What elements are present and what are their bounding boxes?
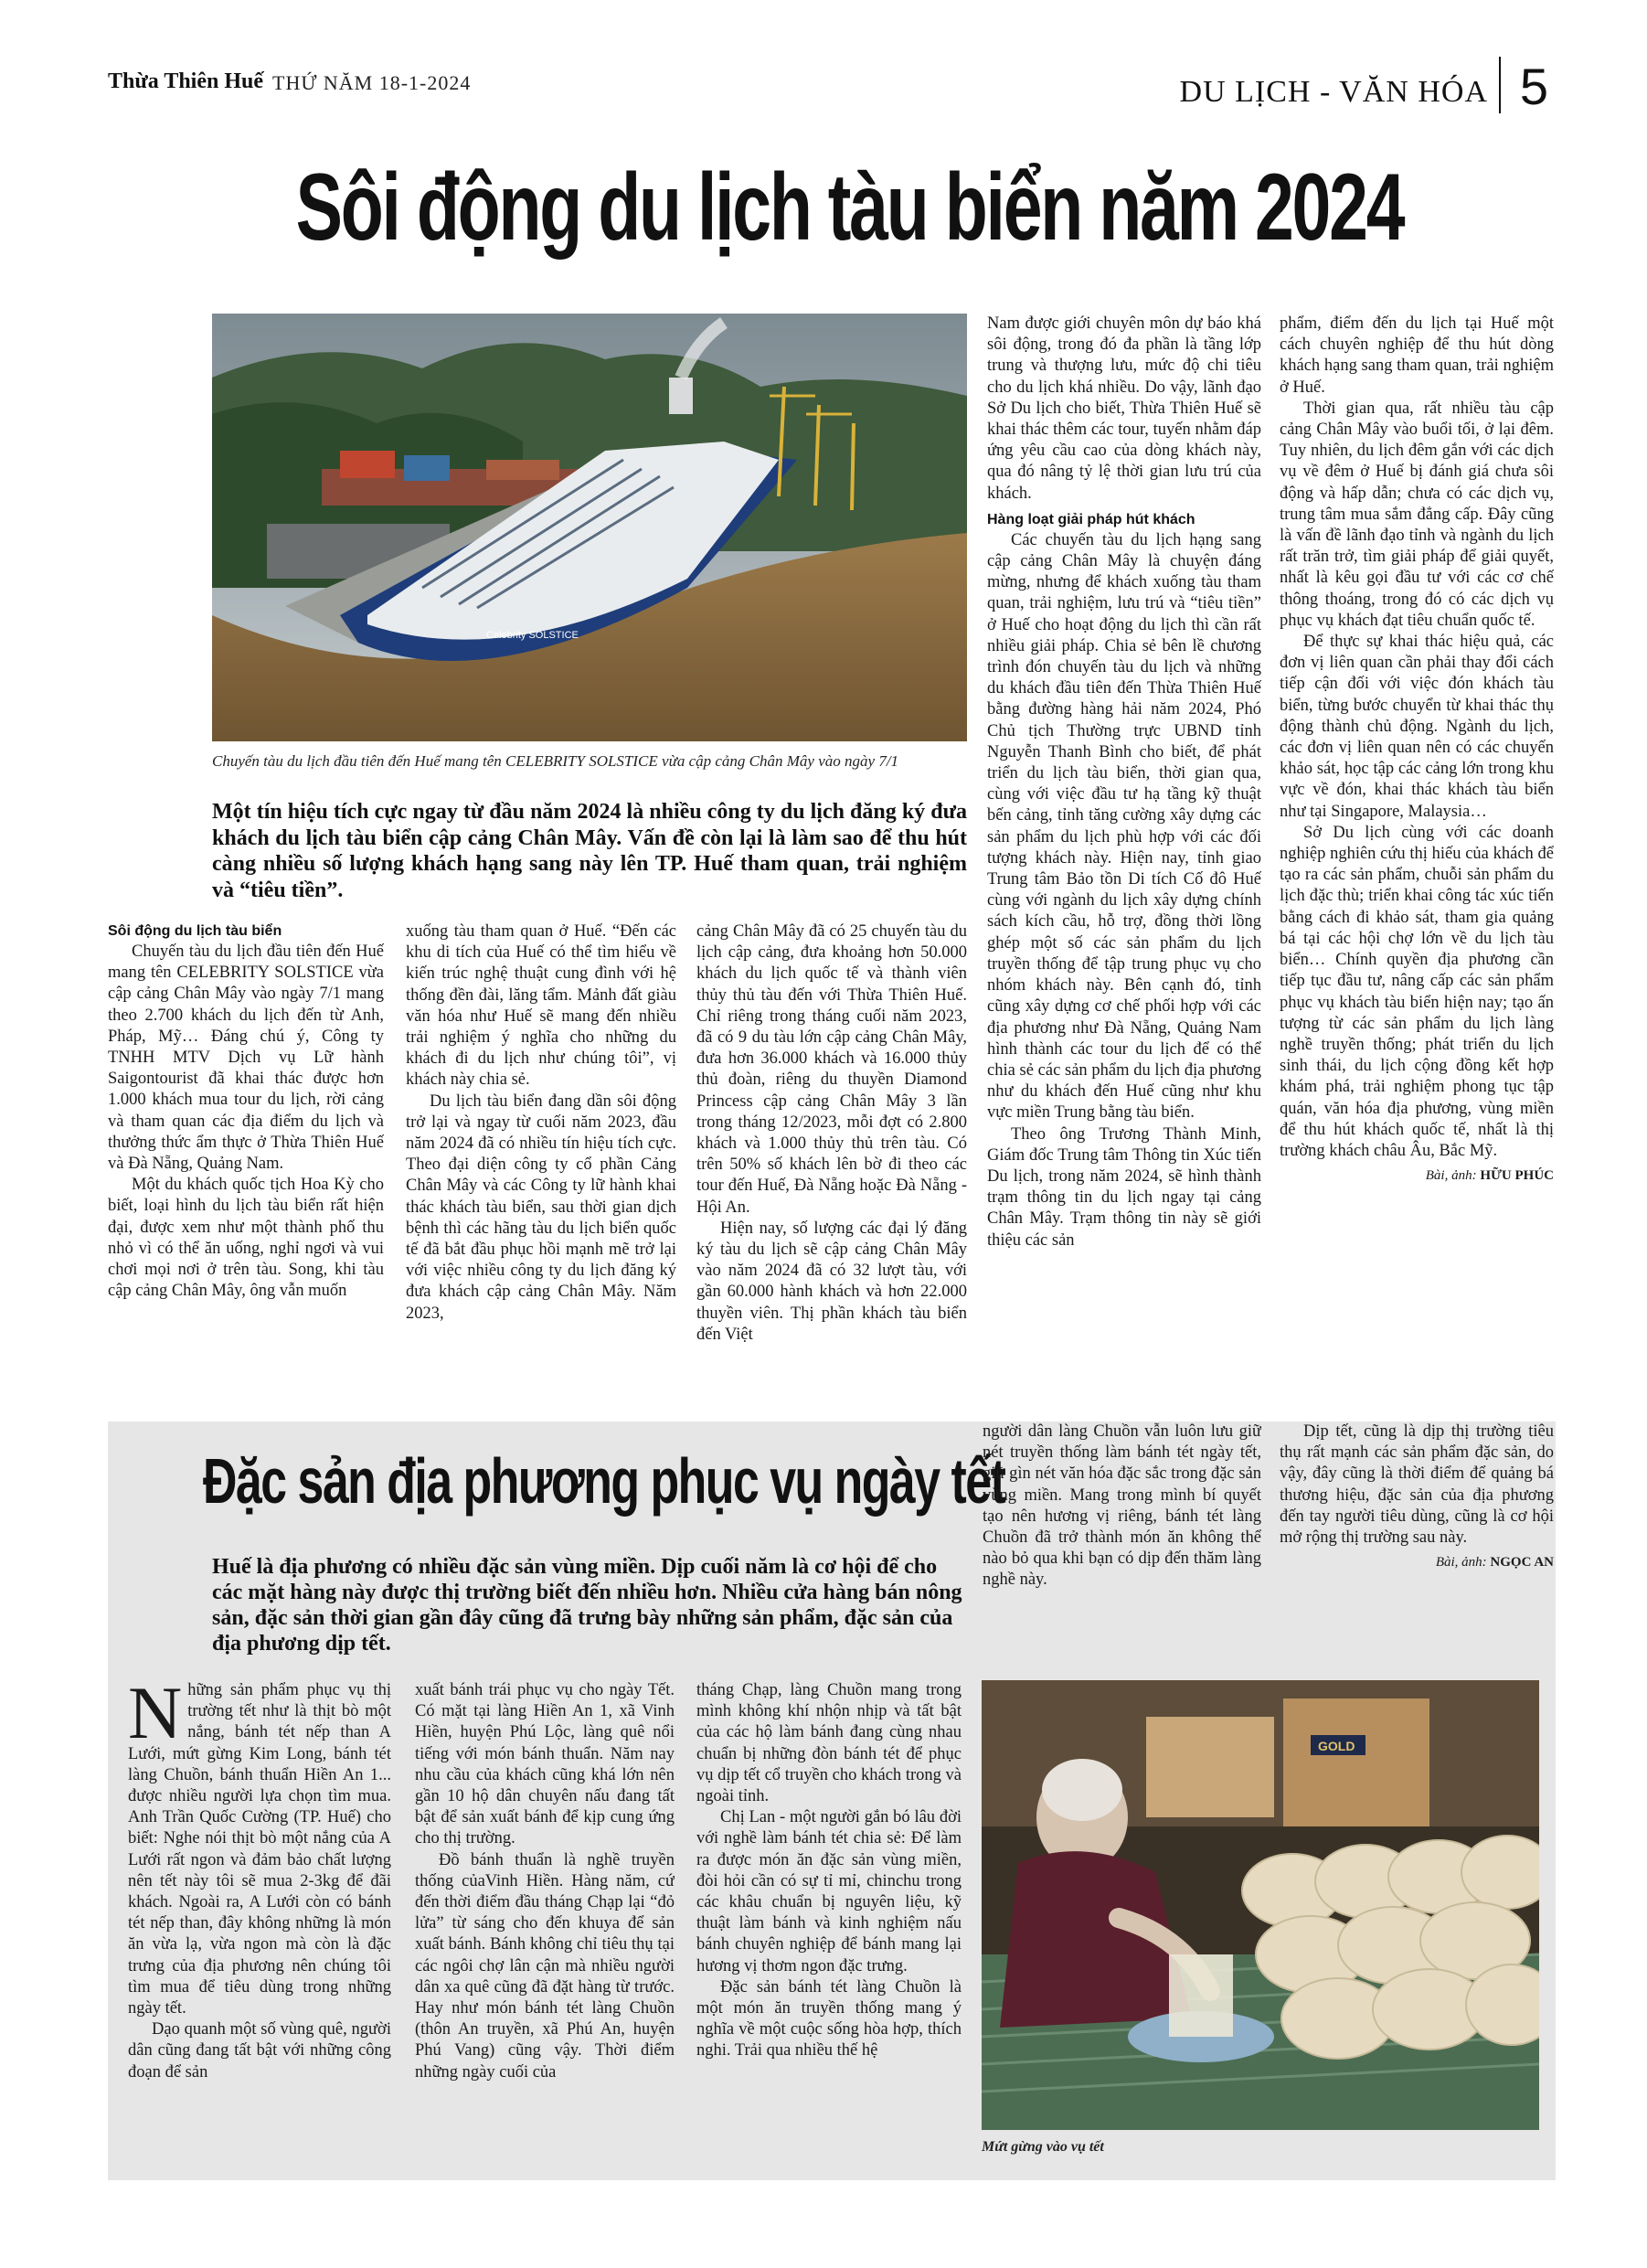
byline-author: NGỌC AN: [1490, 1555, 1554, 1571]
article2-paragraph: tháng Chạp, làng Chuồn mang trong mình không khí nhộn nhịp và tất bật của các hộ làm bánh đang cùng nhau chuẩn bị những đòn bánh tét để phục vụ dịp tết cổ truyền cho khách trong và ngoài tỉnh.: [696, 1681, 962, 1806]
article1-paragraph: phẩm, điểm đến du lịch tại Huế một cách chuyên nghiệp để thu hút dòng khách hạng sang tham quan, trải nghiệm ở Huế.: [1280, 314, 1554, 397]
article1-paragraph: Một du khách quốc tịch Hoa Kỳ cho biết, loại hình du lịch tàu biển rất hiện đại, được xem như một thành phố thu nhỏ vì có thể ăn uống, nghỉ ngơi và vui chơi mọi nơi ở trên tàu. Song, khi tàu cập cảng Chân Mây, ông vẫn muốn: [108, 1176, 384, 1301]
article2-headline: Đặc sản địa phương phục vụ ngày tết: [203, 1445, 1005, 1517]
article2-paragraph: Đặc sản bánh tét làng Chuồn là một món ăn truyền thống mang ý nghĩa về một cuộc sống hòa hợp, thích nghi. Trải qua nhiều thế hệ: [696, 1977, 962, 2060]
byline-label: Bài, ảnh:: [1425, 1168, 1477, 1184]
page-number: 5: [1519, 58, 1548, 115]
newspaper-name: Thừa Thiên Huế: [108, 69, 264, 93]
header-divider: [1499, 57, 1501, 113]
article1-paragraph: Sở Du lịch cùng với các doanh nghiệp nghiên cứu thị hiếu của khách để tạo ra các sản phẩm, chuỗi sản phẩm du lịch đặc thù; triển khai công tác xúc tiến bằng cách đi khảo sát, tham gia quảng bá tại các hội chợ lớn về du lịch tàu biển… Chính quyền địa phương cần tiếp tục đầu tư, nâng cấp các sản phẩm phục vụ khách tàu biển hiện nay; tạo ấn tượng từ các sản phẩm du lịch làng nghề truyền thống; phát triển du lịch sinh thái, du lịch cộng đồng kết hợp khám phá, trải nghiệm phong tục tập quán, văn hóa địa phương, vùng miền để thu hút khách quốc tế, nhất là thị trường khách châu Âu, Bắc Mỹ.: [1280, 823, 1554, 1160]
article2-paragraph: Dịp tết, cũng là dịp thị trường tiêu thụ rất mạnh các sản phẩm đặc sản, do vậy, đây cũng là thời điểm để quảng bá thương hiệu, đặc sản của địa phương đến tay người tiêu dùng, cũng là cơ hội mở rộng thị trường sau này.: [1280, 1422, 1554, 1548]
article2-byline: [1280, 1552, 1554, 1573]
issue-date: THỨ NĂM 18-1-2024: [272, 71, 472, 94]
article1-paragraph: Nam được giới chuyên môn dự báo khá sôi động, trong đó đa phần là tầng lớp trung và thượng lưu, mức độ chi tiêu cho du lịch khá nhiều. Do vậy, lãnh đạo Sở Du lịch cho biết, Thừa Thiên Huế sẽ khai thác thêm các tour, tuyến nhằm đáp ứng yêu cầu cao của dòng khách này, qua đó nâng tỷ lệ thời gian lưu trú của khách.: [987, 314, 1261, 503]
drop-cap: N: [128, 1680, 183, 1754]
article1-column-3: [696, 921, 967, 1388]
article1-paragraph: cảng Chân Mây đã có 25 chuyến tàu du lịch cập cảng, đưa khoảng hơn 50.000 khách du lịch quốc tế và thành viên thủy thủ tàu đến với Thừa Thiên Huế. Chỉ riêng trong tháng cuối năm 2023, đã có 9 du tàu lớn cập cảng Chân Mây, đưa hơn 36.000 khách và 16.000 thủy thủ đoàn, riêng du thuyền Diamond Princess cập cảng Chân Mây 3 lần trong tháng 12/2023, mỗi đợt có 2.800 khách và 1.000 thủy thủ trên tàu. Có trên 50% số khách lên bờ đi theo các tour đến Huế, Đà Nẵng hoặc Đà Nẵng - Hội An.: [696, 922, 967, 1217]
article1-paragraph: Chuyến tàu du lịch đầu tiên đến Huế mang tên CELEBRITY SOLSTICE vừa cập cảng Chân Mây vào ngày 7/1 mang theo 2.700 khách du lịch đến từ Anh, Pháp, Mỹ… Đáng chú ý, Công ty TNHH MTV Dịch vụ Lữ hành Saigontourist đã khai thác được hơn 1.000 khách mua tour du lịch, rời cảng và tham quan các địa điểm du lịch và thưởng thức ẩm thực ở Thừa Thiên Huế và Đà Nẵng, Quảng Nam.: [108, 942, 384, 1174]
article1-headline: Sôi động du lịch tàu biển năm 2024: [295, 154, 1404, 261]
article2-paragraph: Dạo quanh một số vùng quê, người dân cũng đang tất bật với những công đoạn để sản: [128, 2020, 391, 2082]
page-header: [108, 57, 1554, 121]
article2-paragraph: [128, 1680, 391, 2019]
cruise-ship-photo: [212, 314, 967, 741]
box-label: GOLD: [1318, 1739, 1355, 1753]
article2-column-5: [1280, 1421, 1554, 1668]
article1-paragraph: Các chuyến tàu du lịch hạng sang cập cảng Chân Mây là chuyện đáng mừng, nhưng để khách xuống tàu tham quan, trải nghiệm, lưu trú và “tiêu tiền” ở Huế cho hoạt động du lịch thì cần rất nhiều giải pháp. Chia sẻ bên lề chương trình đón chuyến tàu du lịch và những du khách đầu tiên đến Thừa Thiên Huế bằng đường hàng hải năm 2024, Phó Chủ tịch Thường trực UBND tỉnh Nguyễn Thanh Bình cho biết, để phát triển du lịch tàu biển, thời gian qua, cùng với việc đầu tư hạ tầng kỹ thuật bến cảng, tỉnh tăng cường xây dựng các sản phẩm du lịch phù hợp với các đối tượng khách này. Hiện nay, tỉnh giao Trung tâm Bảo tồn Di tích Cố đô Huế cùng với ngành du lịch xây dựng chính sách kích cầu, hỗ trợ, đồng thời lồng ghép một số các sản phẩm du lịch truyền thống để tập trung phục vụ cho nhóm khách này. Bên cạnh đó, tỉnh cũng xây dựng cơ chế phối hợp với các địa phương như Đà Nẵng, Quảng Nam hình thành các tour du lịch để có thể chia sẻ các sản phẩm du lịch địa phương như du khách đến Huế cũng như khu vực miền Trung bằng tàu biển.: [987, 530, 1261, 1123]
article2-column-4: [983, 1421, 1261, 1668]
article2-photo-caption: Mứt gừng vào vụ tết: [982, 2139, 1104, 2155]
byline-label: Bài, ảnh:: [1435, 1555, 1487, 1571]
byline-author: HỮU PHÚC: [1480, 1168, 1554, 1184]
ginger-jam-illustration: [982, 1680, 1539, 2130]
article2-column-2: [415, 1680, 675, 2178]
article1-column-5: [1280, 314, 1554, 1392]
article2-paragraph: người dân làng Chuồn vẫn luôn lưu giữ nét truyền thống làm bánh tét ngày tết, giữ gìn nét văn hóa đặc sắc trong đặc sản vùng miền. Mang trong mình bí quyết tạo nên hương vị riêng, bánh tét làng Chuồn đã trở thành món ăn không thể nào bỏ qua khi bạn có dịp đến thăm làng nghề này.: [983, 1422, 1261, 1590]
article2-paragraph: Đồ bánh thuẩn là nghề truyền thống củaVinh Hiền. Hàng năm, cứ đến thời điểm đầu tháng Chạp lại “đỏ lửa” từ sáng cho đến khuya để sản xuất bánh. Bánh không chỉ tiêu thụ tại các ngôi chợ lân cận mà nhiều người dân xa quê cũng đã đặt hàng từ trước. Hay như món bánh tét làng Chuồn (thôn An truyền, xã Phú An, huyện Phú Vang) cũng vậy. Thời điểm những ngày cuối của: [415, 1850, 675, 2082]
article1-paragraph: Theo ông Trương Thành Minh, Giám đốc Trung tâm Thông tin Xúc tiến Du lịch, trong năm 2024, sẽ hình thành trạm thông tin du lịch ngay tại cảng Chân Mây. Trạm thông tin này sẽ giới thiệu các sản: [987, 1124, 1261, 1250]
ship-name-label: Celebrity SOLSTICE: [486, 630, 579, 641]
article2-paragraph: Chị Lan - một người gắn bó lâu đời với nghề làm bánh tét chia sẻ: Để làm ra được món ăn đặc sản vùng miền, đòi hỏi cần có sự tỉ mỉ, chinchu trong các khâu chuẩn bị nguyên liệu, kỹ thuật làm bánh và kinh nghiệm nấu bánh chuyên nghiệp để bánh mang lại hương vị thơm ngon đặc trưng.: [696, 1808, 962, 1975]
article2-paragraph-text: hững sản phẩm phục vụ thị trường tết như là thịt bò một nắng, bánh tét nếp than A Lưới, mứt gừng Kim Long, bánh tét làng Chuồn, bánh thuẩn Hiền An 1... được nhiều người lựa chọn tìm mua. Anh Trần Quốc Cường (TP. Huế) cho biết: Nghe nói thịt bò một nắng của A Lưới rất ngon và đảm bảo chất lượng nên tết này tôi sẽ mua 2-3kg để đãi khách. Ngoài ra, A Lưới còn có bánh tét nếp than, đây không những là món ăn vừa lạ, vừa ngon mà còn là đặc trưng của địa phương nên chúng tôi tìm mua để tiêu dùng trong những ngày tết.: [128, 1681, 391, 2018]
article2-column-3: [696, 1680, 962, 2178]
cruise-ship-illustration: [212, 314, 967, 741]
article1-byline: [1280, 1166, 1554, 1187]
article1-photo-caption: Chuyến tàu du lịch đầu tiên đến Huế mang tên CELEBRITY SOLSTICE vừa cập cảng Chân Mây vào ngày 7/1: [212, 752, 899, 770]
article1-paragraph: Để thực sự khai thác hiệu quả, các đơn vị liên quan cần phải thay đổi cách tiếp cận đối với việc đón khách tàu biển, từng bước chuyển từ khai thác thụ động thành chủ động. Ngành du lịch, các đơn vị liên quan nên có các chuyến khảo sát, học tập các cảng lớn trong khu vực về đón, khai thác khách tàu biển như tại Singapore, Malaysia…: [1280, 633, 1554, 821]
article1-column-1: [108, 921, 384, 1388]
article1-paragraph: Hiện nay, số lượng các đại lý đăng ký tàu du lịch sẽ cập cảng Chân Mây vào năm 2024 đã có 32 lượt tàu, với gần 60.000 hành khách và hơn 22.000 thuyền viên. Thị phần khách tàu biển đến Việt: [696, 1219, 967, 1344]
article1-paragraph: xuống tàu tham quan ở Huế. “Đến các khu di tích của Huế có thể tìm hiểu về kiến trúc nghệ thuật cung đình với hệ thống đền đài, lăng tẩm. Mảnh đất giàu văn hóa như Huế sẽ mang đến nhiều trải nghiệm ý nghĩa cho những du khách đi du lịch như chúng tôi”, vị khách này chia sẻ.: [406, 922, 676, 1090]
article1-column-4: [987, 314, 1261, 1388]
article1-paragraph: Thời gian qua, rất nhiều tàu cập cảng Chân Mây vào buổi tối, ở lại đêm. Tuy nhiên, du lịch đêm gắn với các dịch vụ về đêm ở Huế bị đánh giá chưa sôi động và hấp dẫn; chưa có các dịch vụ, trung tâm mua sắm đẳng cấp. Đây cũng là vấn đề lãnh đạo tỉnh và ngành du lịch rất trăn trở, tìm giải pháp để giải quyết, nhất là kêu gọi đầu tư với các cơ chế thông thoáng, trong đó có các dịch vụ phục vụ khách đạt tiêu chuẩn quốc tế.: [1280, 399, 1554, 630]
article2-paragraph: xuất bánh trái phục vụ cho ngày Tết. Có mặt tại làng Hiền An 1, xã Vinh Hiền, huyện Phú Lộc, làng quê nổi tiếng với món bánh thuẩn. Năm nay nhu cầu của khách cũng khá lớn nên gần 10 hộ dân chuyên nấu đang tất bật để sản xuất bánh để kịp cung ứng cho thị trường.: [415, 1681, 675, 1848]
article2-lead: Huế là địa phương có nhiều đặc sản vùng miền. Dịp cuối năm là cơ hội để cho các mặt hàng này được thị trường biết đến nhiều hơn. Nhiều cửa hàng bán nông sản, đặc sản thời gian gần đây cũng đã trưng bày những sản phẩm, đặc sản của địa phương dịp tết.: [212, 1555, 962, 1656]
article1-lead: Một tín hiệu tích cực ngay từ đầu năm 2024 là nhiều công ty du lịch đăng ký đưa khách du lịch tàu biển cập cảng Chân Mây. Vấn đề còn lại là làm sao để thu hút càng nhiều số lượng khách hạng sang này lên TP. Huế tham quan, trải nghiệm và “tiêu tiền”.: [212, 800, 967, 902]
article1-subhead-1: Sôi động du lịch tàu biển: [108, 923, 282, 939]
article2-column-1: [128, 1680, 391, 2178]
article1-column-2: [406, 921, 676, 1388]
article1-subhead-2: Hàng loạt giải pháp hút khách: [987, 511, 1195, 527]
article1-paragraph: Du lịch tàu biển đang dần sôi động trở lại và ngay từ cuối năm 2023, đầu năm 2024 đã có nhiều tín hiệu tích cực. Theo đại diện công ty cổ phần Cảng Chân Mây và các Công ty lữ hành khai thác khách tàu biển, sau thời gian dịch bệnh thì các hãng tàu du lịch biển quốc tế đã bắt đầu phục hồi mạnh mẽ trở lại với việc nhiều công ty du lịch đăng ký đưa khách cập cảng Chân Mây. Năm 2023,: [406, 1091, 676, 1323]
ginger-jam-photo: [982, 1680, 1539, 2130]
section-name: DU LỊCH - VĂN HÓA: [1179, 75, 1488, 109]
